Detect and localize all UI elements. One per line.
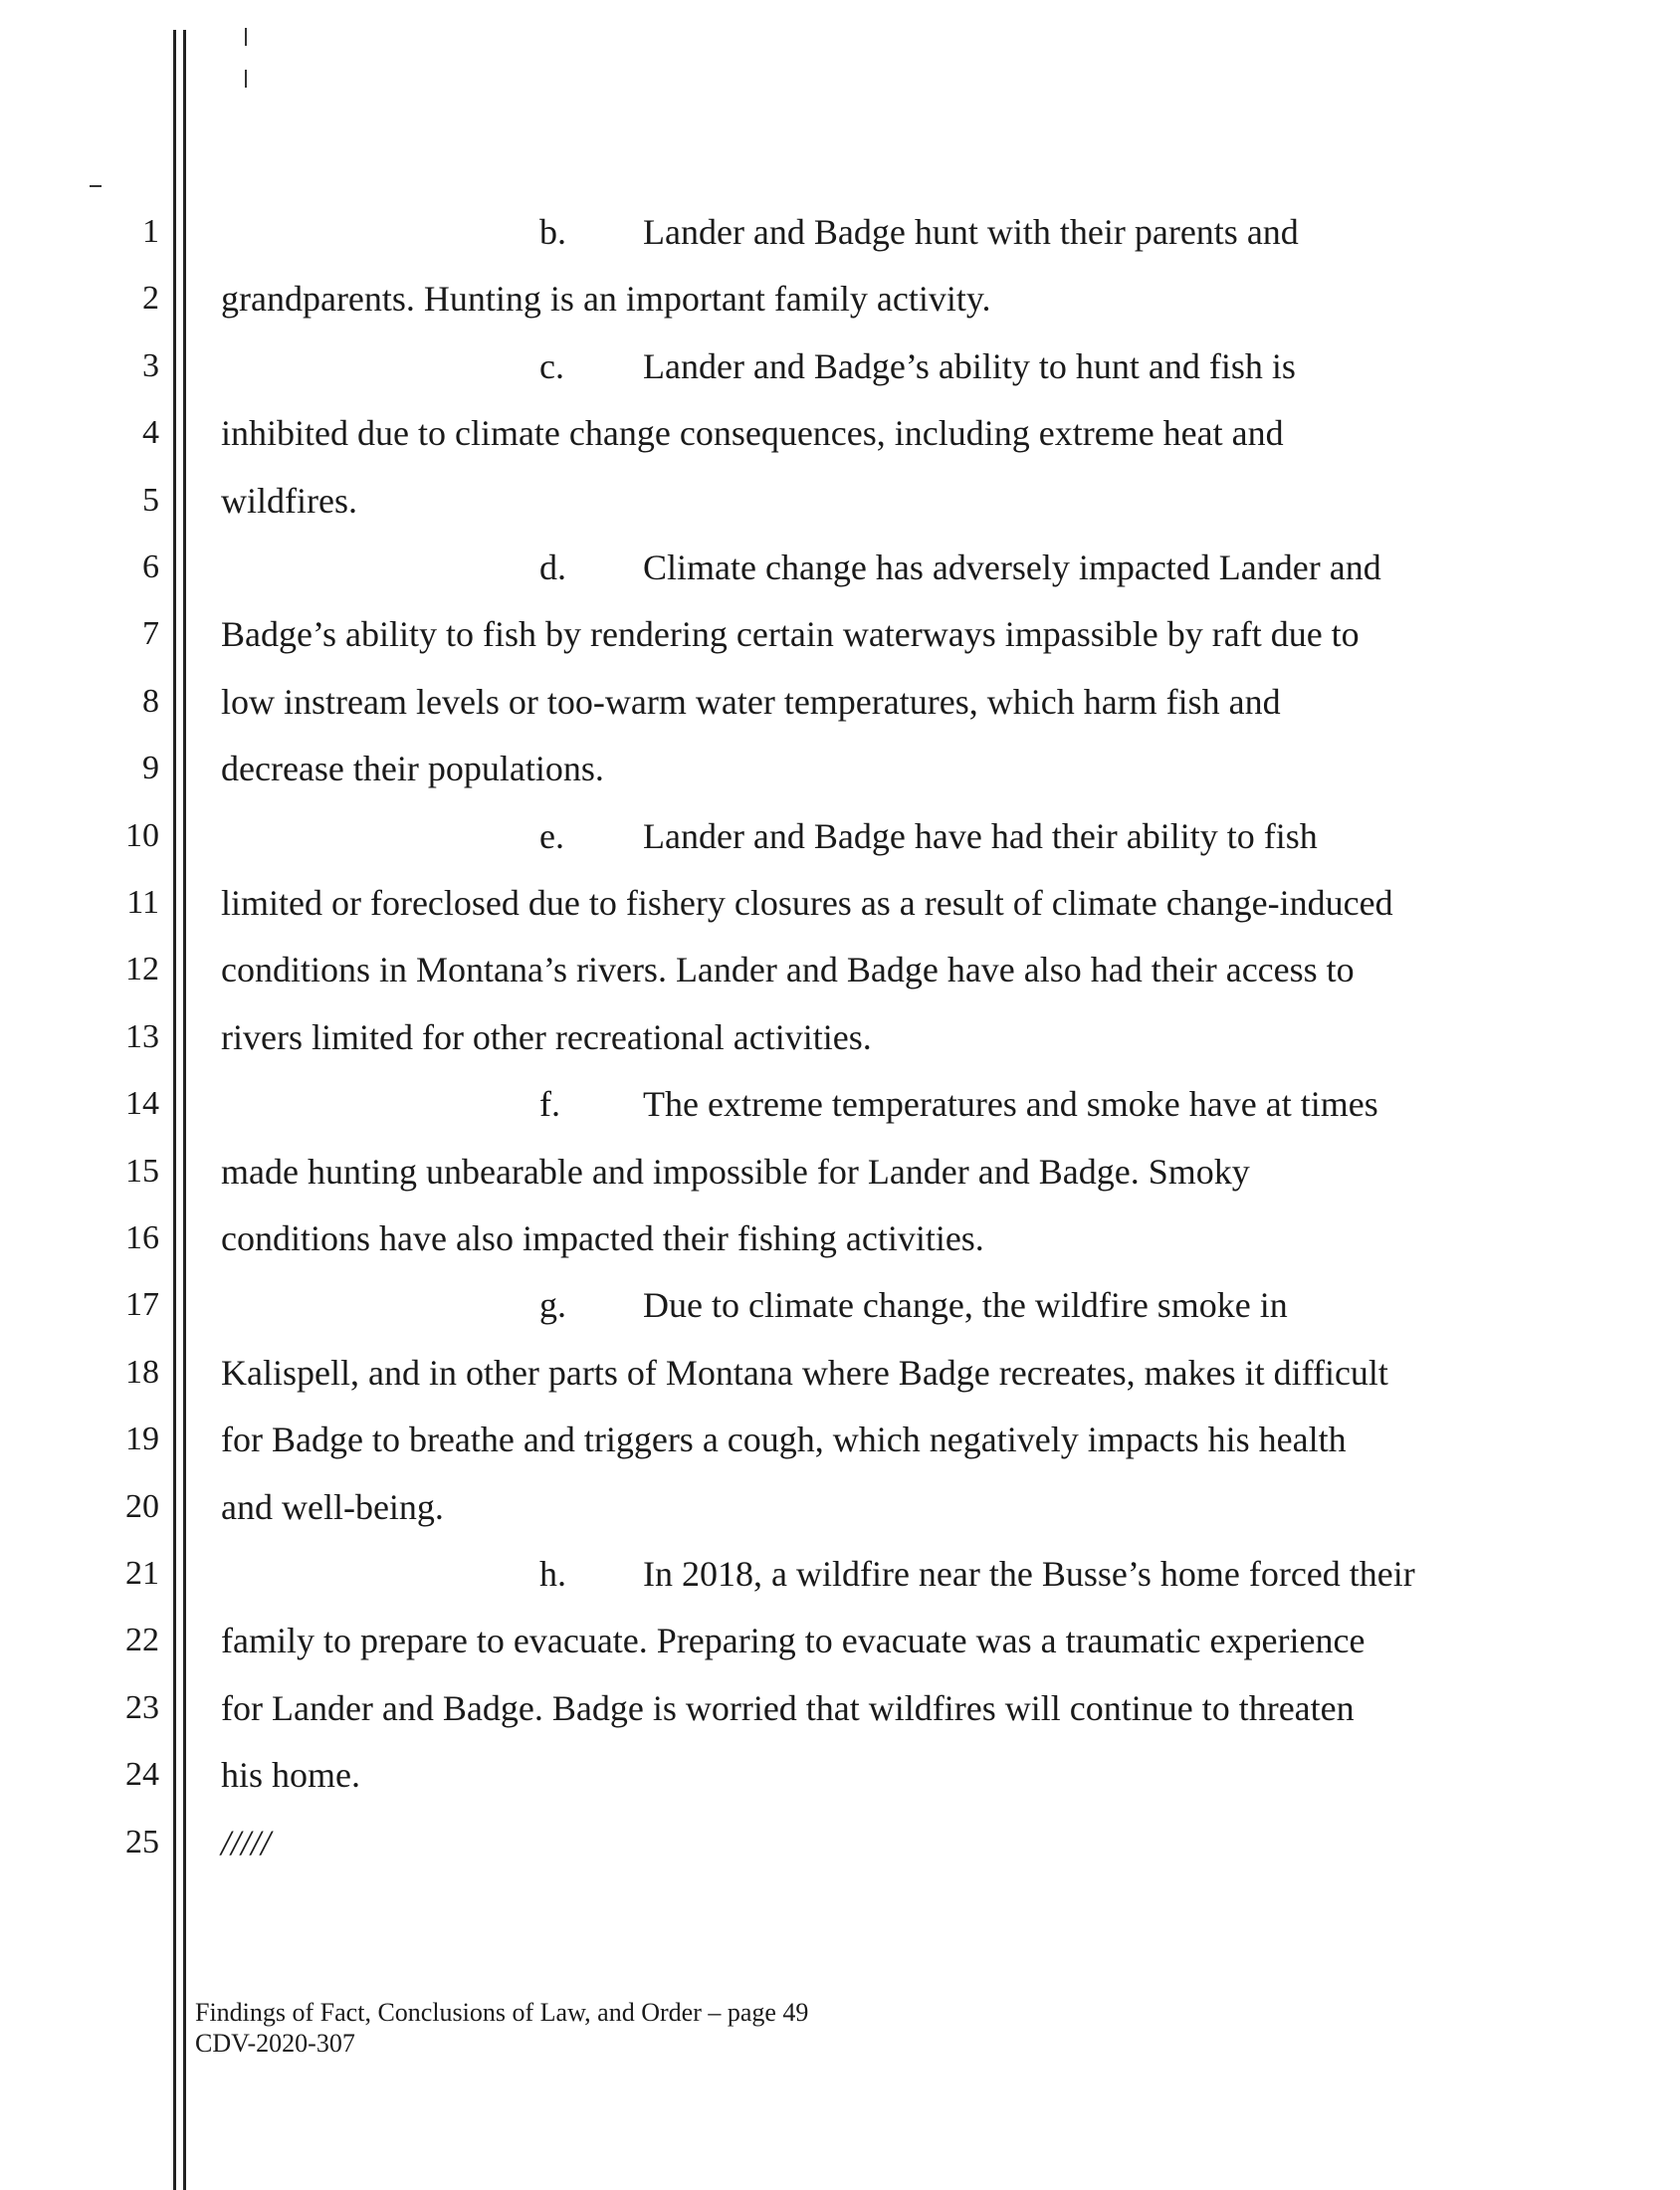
line-number: 14 [125, 1085, 159, 1123]
scan-mark [245, 70, 247, 88]
paragraph-text: Lander and Badge have had their ability to fish [643, 815, 1318, 856]
paragraph-text: In 2018, a wildfire near the Busse’s home forced their [643, 1554, 1415, 1594]
case-number: CDV-2020-307 [195, 2029, 355, 2058]
paragraph-line: and well-being. [221, 1486, 444, 1527]
paragraph-text: The extreme temperatures and smoke have at times [643, 1084, 1378, 1125]
paragraph-line: made hunting unbearable and impossible for Lander and Badge. Smoky [221, 1151, 1250, 1192]
line-number: 23 [125, 1688, 159, 1726]
paragraph-letter: h. [539, 1554, 566, 1594]
paragraph-line: family to prepare to evacuate. Preparing to evacuate was a traumatic experience [221, 1621, 1365, 1661]
paragraph-line: low instream levels or too-warm water temperatures, which harm fish and [221, 681, 1281, 722]
line-number: 22 [125, 1622, 159, 1659]
margin-rule-outer [173, 30, 176, 2190]
paragraph-first-line [539, 212, 1299, 252]
paragraph-line: for Lander and Badge. Badge is worried that wildfires will continue to threaten [221, 1687, 1355, 1728]
line-number: 24 [125, 1756, 159, 1794]
paragraph-line: inhibited due to climate change consequences, including extreme heat and [221, 413, 1284, 454]
paragraph-first-line [539, 1084, 1378, 1124]
paragraph-line: his home. [221, 1755, 360, 1796]
paragraph-letter: b. [539, 212, 566, 252]
line-number: 11 [126, 884, 159, 921]
line-number: 2 [142, 280, 159, 318]
line-number: 15 [125, 1152, 159, 1190]
paragraph-line: limited or foreclosed due to fishery closures as a result of climate change-induced [221, 883, 1393, 923]
line-number: 18 [125, 1353, 159, 1391]
line-number: 16 [125, 1219, 159, 1256]
paragraph-letter: g. [539, 1285, 566, 1326]
paragraph-line: Badge’s ability to fish by rendering certain waterways impassible by raft due to [221, 614, 1360, 655]
paragraph-letter: f. [539, 1084, 560, 1125]
paragraph-letter: c. [539, 345, 564, 386]
paragraph-line: wildfires. [221, 480, 357, 521]
line-number: 5 [142, 481, 159, 519]
line-number: 9 [142, 750, 159, 787]
line-number: 17 [125, 1286, 159, 1324]
paragraph-text: Due to climate change, the wildfire smoke in [643, 1285, 1288, 1326]
paragraph-first-line [539, 1285, 1288, 1325]
line-number: 12 [125, 951, 159, 988]
scan-mark [245, 28, 247, 46]
line-number: 8 [142, 682, 159, 720]
closing-mark: ///// [221, 1822, 272, 1862]
line-number: 25 [125, 1823, 159, 1861]
paragraph-first-line [539, 346, 1296, 386]
page-footer [195, 1997, 808, 2059]
footer-caption: Findings of Fact, Conclusions of Law, and Order – page 49 [195, 1998, 809, 2027]
paragraph-line: conditions have also impacted their fishing activities. [221, 1218, 984, 1258]
paragraph-line: grandparents. Hunting is an important family activity. [221, 279, 991, 320]
margin-rule-inner [183, 30, 186, 2190]
paragraph-first-line [539, 548, 1381, 587]
paragraph-line: Kalispell, and in other parts of Montana where Badge recreates, makes it difficult [221, 1352, 1388, 1393]
paragraph-first-line [539, 816, 1318, 856]
line-number: 4 [142, 414, 159, 452]
line-number: 3 [142, 346, 159, 384]
scan-mark [90, 185, 102, 187]
paragraph-first-line [539, 1554, 1415, 1594]
paragraph-line: decrease their populations. [221, 749, 604, 789]
line-number: 19 [125, 1421, 159, 1458]
line-number: 1 [142, 213, 159, 250]
paragraph-line: conditions in Montana’s rivers. Lander and Badge have also had their access to [221, 950, 1355, 990]
line-number: 20 [125, 1487, 159, 1525]
paragraph-letter: d. [539, 548, 566, 587]
line-number: 21 [125, 1555, 159, 1592]
line-number: 7 [142, 615, 159, 653]
paragraph-line: rivers limited for other recreational activities. [221, 1016, 872, 1057]
line-number: 10 [125, 816, 159, 854]
paragraph-letter: e. [539, 815, 564, 856]
paragraph-text: Climate change has adversely impacted Lander and [643, 548, 1381, 587]
line-number: 6 [142, 548, 159, 585]
paragraph-line: for Badge to breathe and triggers a cough, which negatively impacts his health [221, 1420, 1347, 1460]
line-number: 13 [125, 1017, 159, 1055]
paragraph-text: Lander and Badge’s ability to hunt and fish is [643, 345, 1296, 386]
paragraph-text: Lander and Badge hunt with their parents and [643, 212, 1299, 252]
